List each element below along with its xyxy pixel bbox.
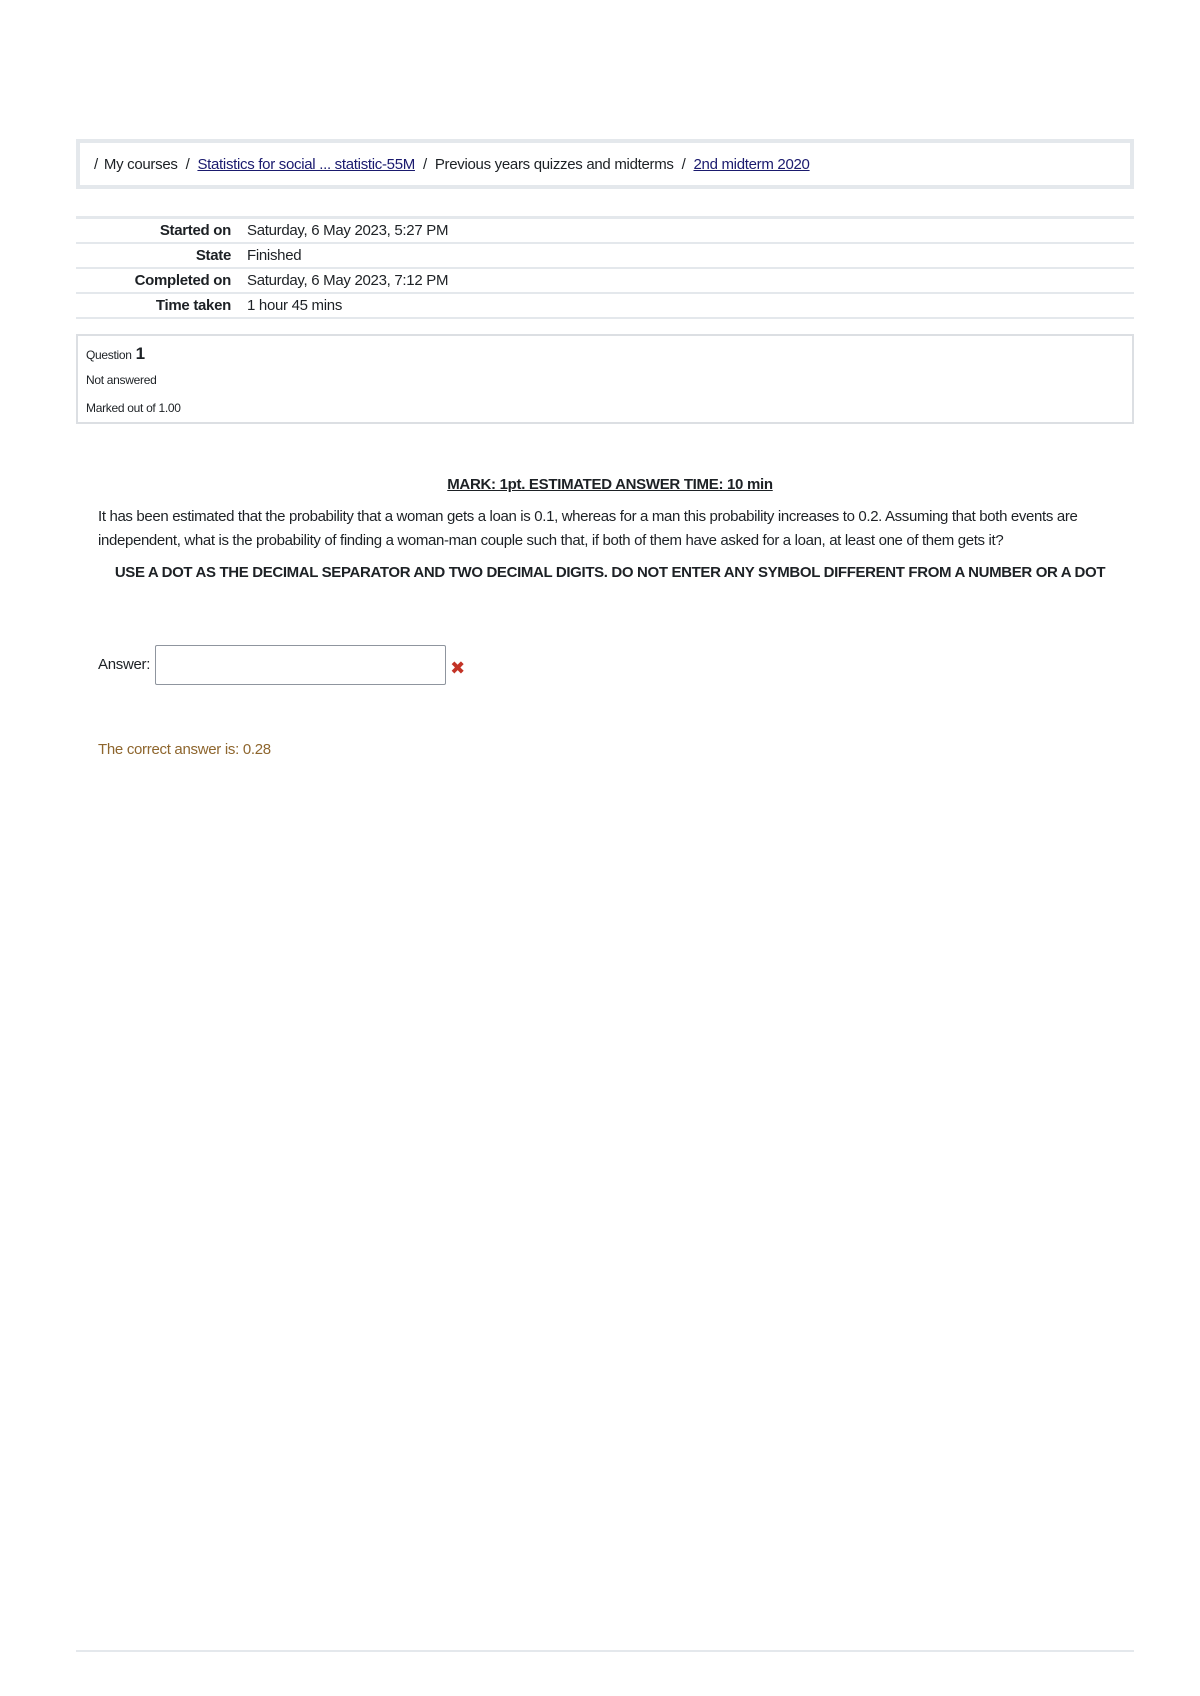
summary-value: Saturday, 6 May 2023, 7:12 PM	[247, 271, 449, 289]
summary-row-time-taken	[76, 293, 1134, 318]
question-number-line	[86, 344, 1124, 366]
question-marks: Marked out of 1.00	[86, 400, 181, 415]
breadcrumb-separator: /	[422, 155, 427, 173]
summary-value: Finished	[247, 246, 302, 264]
summary-row-started	[76, 218, 1134, 243]
question-status: Not answered	[86, 372, 157, 387]
breadcrumb-item-previous-quizzes: Previous years quizzes and midterms	[434, 155, 674, 173]
answer-input[interactable]	[155, 645, 446, 685]
breadcrumb-separator: /	[681, 155, 686, 173]
summary-row-state	[76, 243, 1134, 268]
attempt-summary-table	[76, 216, 1134, 319]
answer-instruction: USE A DOT AS THE DECIMAL SEPARATOR AND TWO DECIMAL DIGITS. DO NOT ENTER ANY SYMBOL DIFFERENT FROM A NUMBER OR A DOT	[114, 563, 1106, 581]
summary-label: Time taken	[155, 296, 231, 314]
question-label: Question	[86, 347, 132, 362]
correct-answer-feedback: The correct answer is: 0.28	[98, 740, 271, 758]
footer-divider	[76, 1650, 1134, 1652]
breadcrumb	[76, 139, 1134, 189]
breadcrumb-separator: /	[94, 155, 98, 173]
summary-value: Saturday, 6 May 2023, 5:27 PM	[247, 221, 449, 239]
quiz-review-page	[76, 139, 1134, 758]
summary-label: State	[195, 246, 231, 264]
question-info-box	[76, 334, 1134, 424]
breadcrumb-link-course[interactable]: Statistics for social ... statistic-55M	[197, 155, 415, 173]
question-content	[76, 476, 1134, 758]
breadcrumb-separator: /	[185, 155, 190, 173]
answer-row	[98, 645, 1122, 685]
breadcrumb-link-midterm[interactable]: 2nd midterm 2020	[693, 155, 810, 173]
incorrect-icon: ✖	[450, 657, 466, 678]
mark-and-time-line: MARK: 1pt. ESTIMATED ANSWER TIME: 10 min	[447, 475, 773, 493]
summary-row-completed	[76, 268, 1134, 293]
breadcrumb-item-my-courses: My courses	[103, 155, 178, 173]
summary-label: Completed on	[134, 271, 231, 289]
summary-value: 1 hour 45 mins	[247, 296, 343, 314]
question-number: 1	[135, 343, 145, 363]
summary-label: Started on	[159, 221, 231, 239]
answer-label: Answer:	[98, 656, 151, 673]
question-text: It has been estimated that the probability that a woman gets a loan is 0.1, whereas for a man this probability increases to 0.2. Assuming that both events are independent, what is the probability of finding a woman-man couple such that, if both of them have asked for a loan, at least one of them gets it?	[98, 507, 1078, 549]
